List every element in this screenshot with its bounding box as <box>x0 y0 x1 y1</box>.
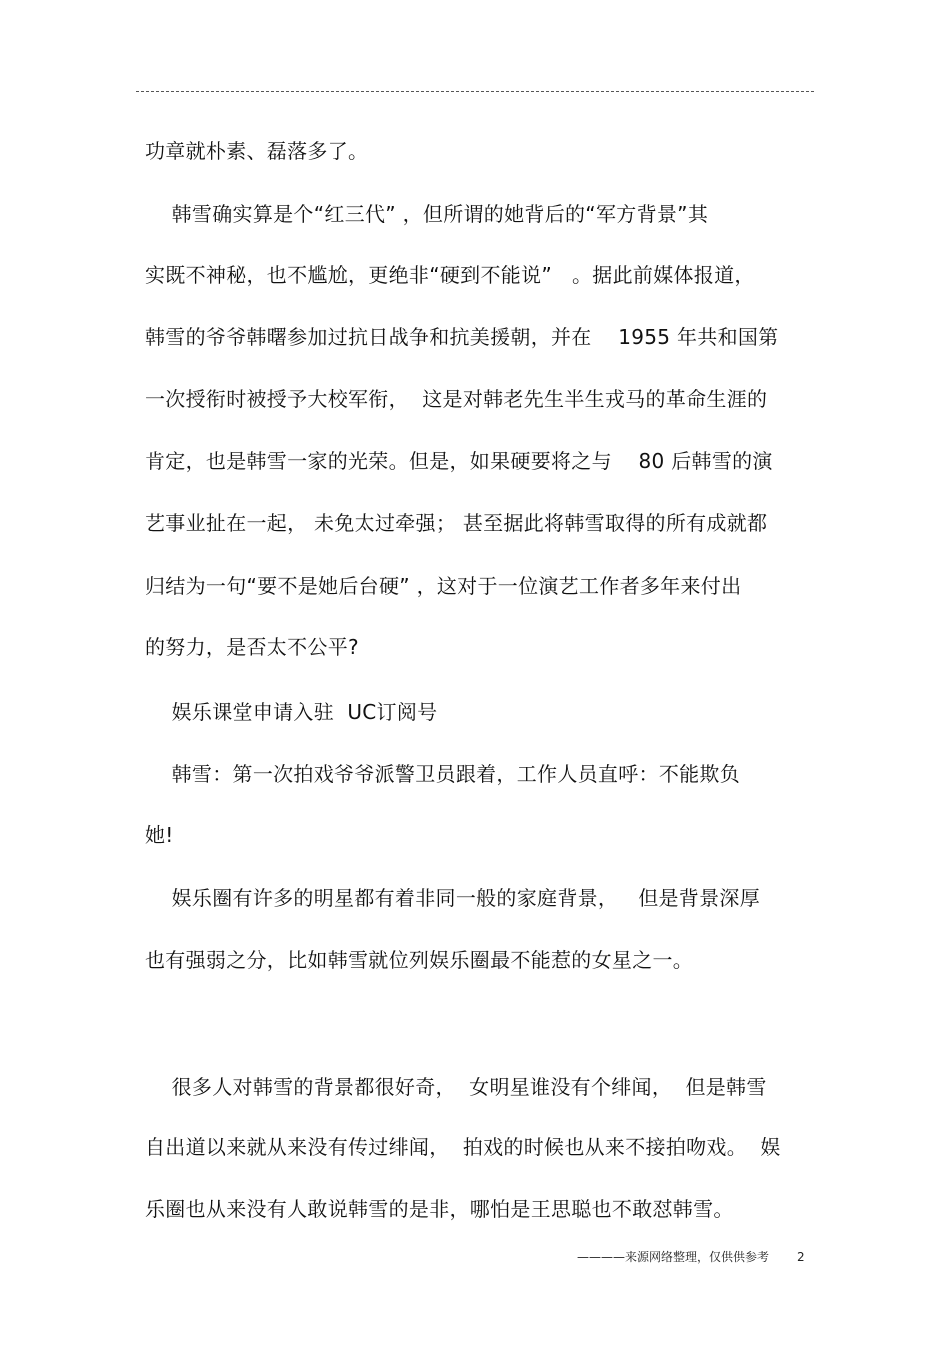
text-line: 归结为一句“要不是她后台硬” ，这对于一位演艺工作者多年来付出 <box>145 574 742 598</box>
text-line: 艺事业扯在一起， 未免太过牵强； 甚至据此将韩雪取得的所有成就都 <box>145 511 768 535</box>
text-line: 娱乐圈有许多的明星都有着非同一般的家庭背景， 但是背景深厚 <box>145 886 761 910</box>
text-line: 很多人对韩雪的背景都很好奇， 女明星谁没有个绯闻， 但是韩雪 <box>145 1075 767 1099</box>
text-line: 娱乐课堂申请入驻 UC订阅号 <box>145 700 438 724</box>
text-line: 实既不神秘，也不尴尬，更绝非“硬到不能说” 。据此前媒体报道， <box>145 263 755 287</box>
header-rule <box>136 91 814 92</box>
page-number: 2 <box>797 1250 805 1264</box>
text-line: 一次授衔时被授予大校军衔， 这是对韩老先生半生戎马的革命生涯的 <box>145 387 768 411</box>
text-line: 她! <box>145 823 174 847</box>
text-line: 韩雪：第一次拍戏爷爷派警卫员跟着，工作人员直呼：不能欺负 <box>145 762 741 786</box>
text-line: 乐圈也从来没有人敢说韩雪的是非，哪怕是王思聪也不敢怼韩雪。 <box>145 1197 734 1221</box>
text-line: 的努力，是否太不公平? <box>145 635 359 659</box>
text-line: 韩雪确实算是个“红三代” ，但所谓的她背后的“军方背景”其 <box>145 202 709 226</box>
text-line: 肯定，也是韩雪一家的光荣。但是，如果硬要将之与 80 后韩雪的演 <box>145 449 773 473</box>
text-line: 功章就朴素、磊落多了。 <box>145 139 369 163</box>
text-line: 也有强弱之分，比如韩雪就位列娱乐圈最不能惹的女星之一。 <box>145 948 694 972</box>
text-line: 韩雪的爷爷韩曙参加过抗日战争和抗美援朝，并在 1955 年共和国第 <box>145 325 779 349</box>
text-line: 自出道以来就从来没有传过绯闻， 拍戏的时候也从来不接拍吻戏。 娱 <box>145 1135 781 1159</box>
footer-note: ————来源网络整理，仅供供参考 <box>577 1250 770 1264</box>
